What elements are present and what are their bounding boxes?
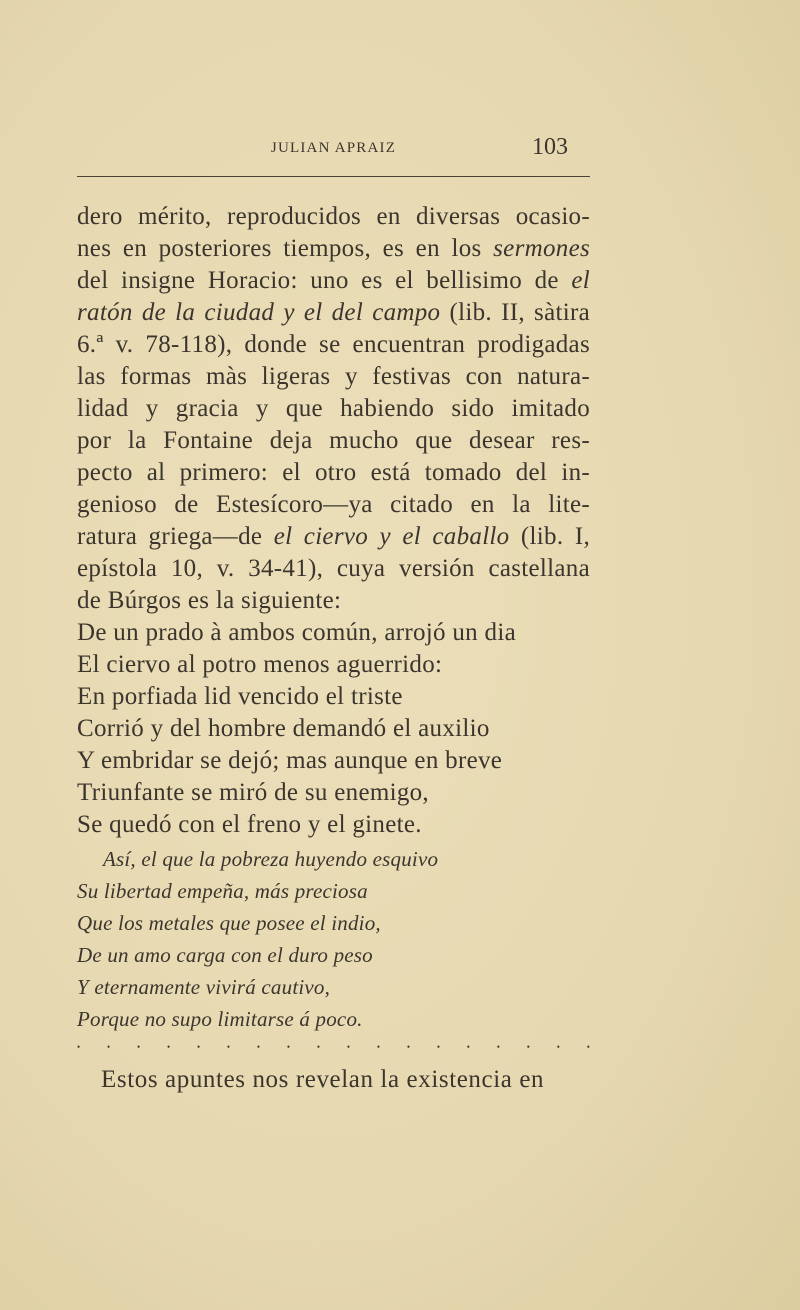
closing-line: Estos apuntes nos revelan la existencia en bbox=[101, 1066, 545, 1093]
ellipsis-row bbox=[77, 1042, 590, 1052]
prose-line bbox=[77, 553, 590, 585]
ellipsis-dot: • bbox=[256, 1042, 261, 1052]
ellipsis-dot: • bbox=[466, 1042, 470, 1052]
italic-verse-line: Su libertad empeña, más preciosa bbox=[77, 879, 368, 903]
italic-verse-line: Porque no supo limitarse á poco. bbox=[77, 1007, 363, 1031]
page-number: 103 bbox=[532, 134, 568, 160]
ellipsis-dot: • bbox=[406, 1042, 410, 1052]
ellipsis-dot: • bbox=[196, 1042, 201, 1052]
verse-line: Corrió y del hombre demandó el auxilio bbox=[77, 715, 490, 742]
prose-line bbox=[77, 361, 590, 393]
text-segment: por la Fontaine deja mucho que desear res- bbox=[77, 427, 590, 454]
prose-line bbox=[77, 457, 590, 489]
italic-verse-line: Así, el que la pobreza huyendo esquivo bbox=[103, 847, 439, 871]
italic-title: el bbox=[571, 267, 590, 294]
prose-line bbox=[77, 489, 590, 521]
prose-line bbox=[77, 521, 590, 553]
prose-line bbox=[77, 585, 590, 617]
running-head-author: JULIAN APRAIZ bbox=[270, 140, 397, 156]
text-segment: pecto al primero: el otro está tomado del in- bbox=[77, 459, 590, 486]
ellipsis-dot: • bbox=[436, 1042, 440, 1052]
text-segment: nes en posteriores tiempos, es en los bbox=[77, 235, 494, 262]
text-segment: ratura griega—de bbox=[77, 523, 274, 550]
italic-verse-line: Que los metales que posee el indio, bbox=[77, 911, 381, 935]
prose-line bbox=[77, 425, 590, 457]
verse-line: El ciervo al potro menos aguerrido: bbox=[77, 651, 443, 678]
ellipsis-dot: • bbox=[226, 1042, 231, 1052]
italic-title: el ciervo y el caballo bbox=[273, 523, 510, 550]
text-segment: (lib. I, bbox=[509, 523, 590, 550]
ellipsis-dot: • bbox=[346, 1042, 351, 1052]
italic-verse-line: De un amo carga con el duro peso bbox=[77, 943, 373, 967]
ellipsis-dot: • bbox=[316, 1042, 321, 1052]
ellipsis-dot: • bbox=[77, 1042, 81, 1052]
ellipsis-dot: • bbox=[376, 1042, 380, 1052]
verse-line: Triunfante se miró de su enemigo, bbox=[77, 779, 429, 806]
ellipsis-dot: • bbox=[496, 1042, 500, 1052]
prose-line bbox=[77, 201, 590, 233]
prose-line bbox=[77, 393, 590, 425]
prose-line bbox=[77, 265, 590, 297]
verse-line: De un prado à ambos común, arrojó un dia bbox=[77, 619, 516, 646]
prose-line bbox=[77, 297, 590, 329]
ellipsis-dot: • bbox=[286, 1042, 291, 1052]
text-segment: (lib. II, sàtira bbox=[440, 299, 590, 326]
italic-title: sermones bbox=[493, 235, 590, 262]
ellipsis-dot: • bbox=[166, 1042, 171, 1052]
prose-line bbox=[77, 329, 590, 361]
text-segment: genioso de Estesícoro—ya citado en la lite- bbox=[77, 491, 590, 518]
verse-line: Y embridar se dejó; mas aunque en breve bbox=[77, 747, 503, 774]
ellipsis-dot: • bbox=[526, 1042, 530, 1052]
ellipsis-dot: • bbox=[556, 1042, 560, 1052]
text-segment: epístola 10, v. 34-41), cuya versión castellana bbox=[77, 555, 590, 582]
verse-line: Se quedó con el freno y el ginete. bbox=[77, 811, 422, 838]
text-segment: lidad y gracia y que habiendo sido imitado bbox=[77, 395, 590, 422]
text-segment: de Búrgos es la siguiente: bbox=[77, 587, 342, 614]
italic-title: ratón de la ciudad y el del campo bbox=[77, 299, 441, 326]
verse-line: En porfiada lid vencido el triste bbox=[77, 683, 403, 710]
text-segment: dero mérito, reproducidos en diversas ocasio- bbox=[77, 203, 590, 230]
prose-line bbox=[77, 233, 590, 265]
ellipsis-dot: • bbox=[106, 1042, 111, 1052]
text-segment: 6.ª v. 78-118), donde se encuentran prodigadas bbox=[77, 331, 590, 358]
text-segment: del insigne Horacio: uno es el bellisimo de bbox=[77, 267, 572, 294]
text-segment: las formas màs ligeras y festivas con natura- bbox=[77, 363, 590, 390]
ellipsis-dot: • bbox=[136, 1042, 141, 1052]
italic-verse-line: Y eternamente vivirá cautivo, bbox=[77, 975, 331, 999]
ellipsis-dot: • bbox=[586, 1042, 590, 1052]
